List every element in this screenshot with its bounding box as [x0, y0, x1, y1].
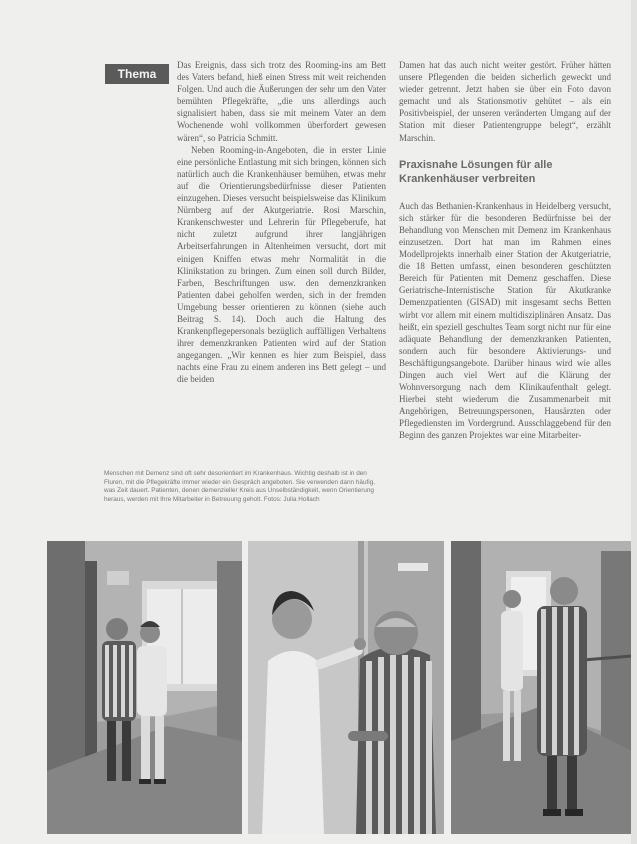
- page-edge: [631, 0, 637, 844]
- paragraph: Auch das Bethanien-Krankenhaus in Heidelberg versucht, sich stärker für die besonderen Bedürfnisse bei der Behandlung von Menschen mit Demenz im Krankenhaus einzusetzen. Dort hat man im Rahmen eines Modellprojekts innerhalb einer Station der Akutgeriatrie, die 18 Betten umfasst, einen besonderen geschützten Bereich für Patienten mit Demenz geschaffen. Diese Geriatrische-Internistische Station für Akutkranke Demenzpatienten (GISAD) mit insgesamt sechs Betten wirbt vor allem mit einem multidisziplinären Ansatz. Das heißt, ein speziell geschultes Team sorgt nicht nur für eine adäquate Behandlung der demenzkranken Patienten, sondern auch für besondere Aktivierungs- und Beschäftigungsangebote. Darüber hinaus wird wie alles Dingen auch viel Wert auf die Klärung der Wohnversorgung nach dem Klinikaufenthalt gelegt. Hierbei steht wiederum die Zusammenarbeit mit Angehörigen, Betreuungspersonen, Hausärzten oder Pflegediensten im Vordergrund. Ausschlaggebend für den Beginn des ganzen Projektes war eine Mitarbeiter-: [399, 200, 611, 441]
- corridor-walk-photo: [47, 541, 242, 834]
- article-column-right: [399, 59, 611, 442]
- paragraph: Neben Rooming-in-Angeboten, die in erster Linie eine persönliche Entlastung mit sich bringen, können sich natürlich auch die Krankenhäuser bemühen, etwas mehr auf die Orientierungsbedürfnisse dieser Patienten einzugehen. Dieses versucht beispielsweise das Klinikum Nürnberg auf der Akutgeriatrie. Rosi Marschin, Krankenschwester und Lehrerin für Pflegeberufe, hat nicht zuletzt aufgrund ihrer langjährigen Arbeitserfahrungen in Altenheimen versucht, dort mit einigen Kniffen etwas mehr Normalität in die Klinikstation zu bringen. Zum einen soll durch Bilder, Farben, Beschriftungen usw. den demenzkranken Patienten dabei geholfen werden, sich in der fremden Umgebung besser orientieren zu können (siehe auch Beitrag S. 14). Doch auch die Haltung des Krankenpflegepersonals bezüglich auffälligen Verhaltens ihrer demenzkranken Patienten wird auf der Station angegangen. „Wir kennen es hier zum Beispiel, dass nachts eine Frau zu einem anderen ins Bett gelegt – und die beiden: [177, 144, 386, 385]
- section-subheading: Praxisnahe Lösungen für alle Krankenhäuser verbreiten: [399, 158, 553, 185]
- handrail-walk-photo: [451, 541, 632, 834]
- article-column-middle: [177, 59, 386, 386]
- section-badge: Thema: [105, 64, 169, 84]
- paragraph: Damen hat das auch nicht weiter gestört. Früher hätten unsere Pflegenden die beiden sicherlich geweckt und wieder getrennt. Jetzt haben sie über ein Foto davon gemacht und als Stationsmotiv gehütet – als ein Positivbeispiel, der unseren veränderten Umgang auf der Station mit dieser Patientengruppe belegt“, erzählt Marschin.: [399, 60, 611, 143]
- paragraph: Das Ereignis, dass sich trotz des Rooming-ins am Bett des Vaters befand, hieß einen Stress mit weit reichenden Folgen. Und auch die Äußerungen der sehr um den Vater bemühten Pflegekräfte, „die uns allerdings auch signalisiert haben, dass sie mit meinem Vater an dem Wochenende wohl vollkommen überfordert gewesen wären“, so Patricia Schmitt.: [177, 60, 386, 143]
- photo-caption: Menschen mit Demenz sind oft sehr desorientiert im Krankenhaus. Wichtig deshalb ist in den Fluren, mit die Pflegekräfte immer wieder ein Gespräch angeboten. Sie verwenden dann häufig, was Zeit dauert. Patienten, denen demenzieller Kreis aus Unselbständigkeit, wenn Orientierung heraus, werden mit Ihre Mitarbeiter in Betreuung geholt. Fotos: Julia Hollach: [104, 470, 376, 503]
- nurse-patient-photo: [248, 541, 444, 834]
